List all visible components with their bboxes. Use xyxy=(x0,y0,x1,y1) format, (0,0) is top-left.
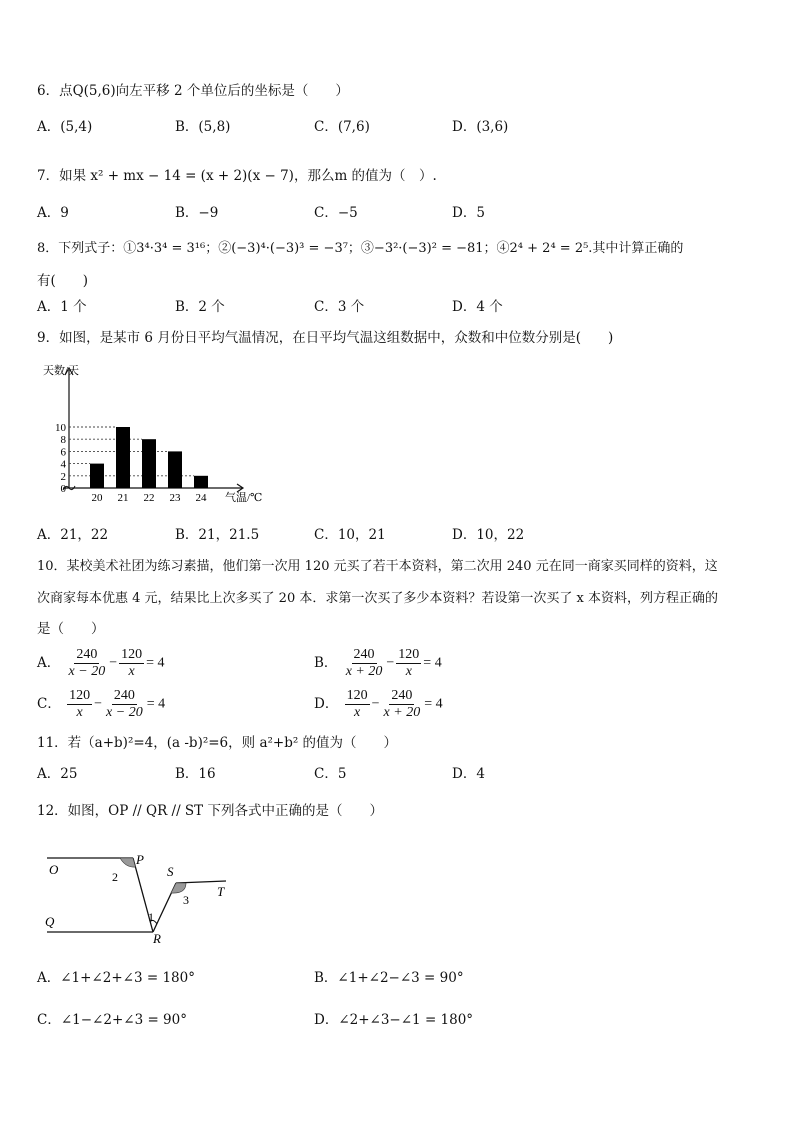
angle-3-mark xyxy=(171,883,186,893)
q7-option-a: A．9 xyxy=(37,205,69,221)
q6-option-b: B．(5,8) xyxy=(175,119,231,135)
q10-option-c xyxy=(37,688,165,721)
q12-option-b: B．∠1+∠2−∠3 = 90° xyxy=(314,970,464,986)
label-q: Q xyxy=(45,914,55,929)
rhs: = 4 xyxy=(146,696,166,712)
label-angle-1: 1 xyxy=(148,910,154,924)
q6-option-c: C．(7,6) xyxy=(314,119,370,135)
q11-option-c: C．5 xyxy=(314,766,347,782)
y-tick-label: 10 xyxy=(55,422,66,434)
numerator: 240 xyxy=(113,688,135,703)
q10-option-d xyxy=(314,688,443,721)
q7-option-c: C．−5 xyxy=(314,205,358,221)
q9-option-c: C．10，21 xyxy=(314,527,386,543)
label-t: T xyxy=(217,884,225,899)
label-p: P xyxy=(136,852,144,867)
x-tick-label: 22 xyxy=(143,492,155,504)
parallel-lines-figure xyxy=(40,848,240,943)
q9-stem: 9．如图，是某市 6 月份日平均气温情况，在日平均气温这组数据中，众数和中位数分别是( ) xyxy=(37,330,614,346)
bar xyxy=(142,439,156,488)
q12-option-d: D．∠2+∠3−∠1 = 180° xyxy=(314,1012,474,1028)
numerator: 120 xyxy=(121,647,143,662)
x-tick-label: 20 xyxy=(91,492,103,504)
q8-stem-line2: 有( ) xyxy=(37,273,89,289)
angle-2-mark xyxy=(120,858,136,867)
denominator: x + 20 xyxy=(383,705,421,720)
bar xyxy=(90,464,104,488)
bar xyxy=(168,451,182,488)
q12-option-c: C．∠1−∠2+∠3 = 90° xyxy=(37,1012,187,1028)
numerator: 240 xyxy=(353,647,375,662)
q8-option-d: D．4 个 xyxy=(452,299,503,315)
denominator: x − 20 xyxy=(106,705,143,720)
q10-stem-line3: 是（ ） xyxy=(37,621,105,637)
q11-option-a: A．25 xyxy=(37,766,78,782)
fraction xyxy=(119,647,144,680)
rhs: = 4 xyxy=(424,696,443,712)
q11-stem: 11．若（a+b)²=4，(a -b)²=6，则 a²+b² 的值为（ ） xyxy=(37,735,398,751)
q10-option-b xyxy=(314,647,442,680)
label-angle-2: 2 xyxy=(112,870,118,884)
bar xyxy=(116,427,130,488)
y-tick-label: 2 xyxy=(60,470,66,483)
bar xyxy=(194,476,208,488)
q9-option-a: A．21，22 xyxy=(37,527,109,543)
q12-option-a: A．∠1+∠2+∠3 = 180° xyxy=(37,970,195,986)
fraction xyxy=(67,647,108,680)
rhs: = 4 xyxy=(423,655,442,671)
denominator: x − 20 xyxy=(68,664,106,679)
label-angle-3: 3 xyxy=(183,893,189,907)
q6-option-a: A．(5,4) xyxy=(37,119,93,135)
label-s: S xyxy=(167,864,174,879)
q7-stem: 7．如果 x² + mx − 14 = (x + 2)(x − 7)，那么m 的值为（ ）. xyxy=(37,168,437,184)
operator: − xyxy=(386,655,395,671)
q11-option-d: D．4 xyxy=(452,766,485,782)
q10-stem-line2: 次商家每本优惠 4 元，结果比上次多买了 20 本．求第一次买了多少本资料？若设第一次买了 x 本资料，列方程正确的 xyxy=(37,591,718,606)
y-tick-label: 8 xyxy=(60,434,66,447)
x-tick-label: 23 xyxy=(169,492,181,504)
q11-option-b: B．16 xyxy=(175,766,216,782)
label-o: O xyxy=(49,862,59,877)
q12-stem: 12．如图，OP // QR // ST 下列各式中正确的是（ ） xyxy=(37,803,383,819)
option-letter: C． xyxy=(37,696,61,712)
q7-option-d: D．5 xyxy=(452,205,485,221)
fraction xyxy=(104,688,145,721)
fraction xyxy=(67,688,92,721)
denominator: x + 20 xyxy=(345,664,383,679)
y-tick-label: 6 xyxy=(60,446,66,459)
operator: − xyxy=(371,696,380,712)
denominator: x xyxy=(76,705,83,720)
x-tick-label: 21 xyxy=(117,492,129,504)
q8-option-c: C．3 个 xyxy=(314,299,365,315)
q8-option-b: B．2 个 xyxy=(175,299,225,315)
option-letter: B． xyxy=(314,655,338,671)
denominator: x xyxy=(405,664,412,679)
denominator: x xyxy=(354,705,361,720)
temperature-bar-chart xyxy=(37,360,269,510)
operator: − xyxy=(94,696,103,712)
option-letter: D． xyxy=(314,696,339,712)
q10-stem-line1: 10．某校美术社团为练习素描，他们第一次用 120 元买了若干本资料，第二次用 240 元在同一商家买同样的资料，这 xyxy=(37,559,718,574)
option-letter: A． xyxy=(37,655,61,671)
q6-option-d: D．(3,6) xyxy=(452,119,509,135)
q10-option-a xyxy=(37,647,165,680)
label-r: R xyxy=(153,931,161,943)
numerator: 120 xyxy=(346,688,368,703)
q9-option-b: B．21，21.5 xyxy=(175,527,260,543)
numerator: 240 xyxy=(76,647,98,662)
y-axis-label: 天数/天 xyxy=(43,365,80,377)
q7-option-b: B．−9 xyxy=(175,205,219,221)
x-tick-label: 24 xyxy=(195,492,207,504)
numerator: 120 xyxy=(398,647,420,662)
q8-stem-line1: 8．下列式子：①3⁴·3⁴ = 3¹⁶；②(−3)⁴·(−3)³ = −3⁷；③−3²·(−3)² = −81；④2⁴ + 2⁴ = 2⁵.其中计算正确的 xyxy=(37,241,684,256)
denominator: x xyxy=(128,664,135,679)
q9-option-d: D．10，22 xyxy=(452,527,525,543)
y-tick-label: 0 xyxy=(60,483,66,495)
operator: − xyxy=(109,655,118,671)
x-axis-label: 气温/℃ xyxy=(225,492,263,504)
rhs: = 4 xyxy=(146,655,165,671)
fraction xyxy=(396,647,421,680)
y-tick-label: 4 xyxy=(60,458,66,471)
fraction xyxy=(344,647,385,680)
numerator: 120 xyxy=(69,688,91,703)
fraction xyxy=(345,688,370,721)
q6-stem: 6．点Q(5,6)向左平移 2 个单位后的坐标是（ ） xyxy=(37,83,349,99)
numerator: 240 xyxy=(391,688,413,703)
fraction xyxy=(382,688,423,721)
q8-option-a: A．1 个 xyxy=(37,299,87,315)
